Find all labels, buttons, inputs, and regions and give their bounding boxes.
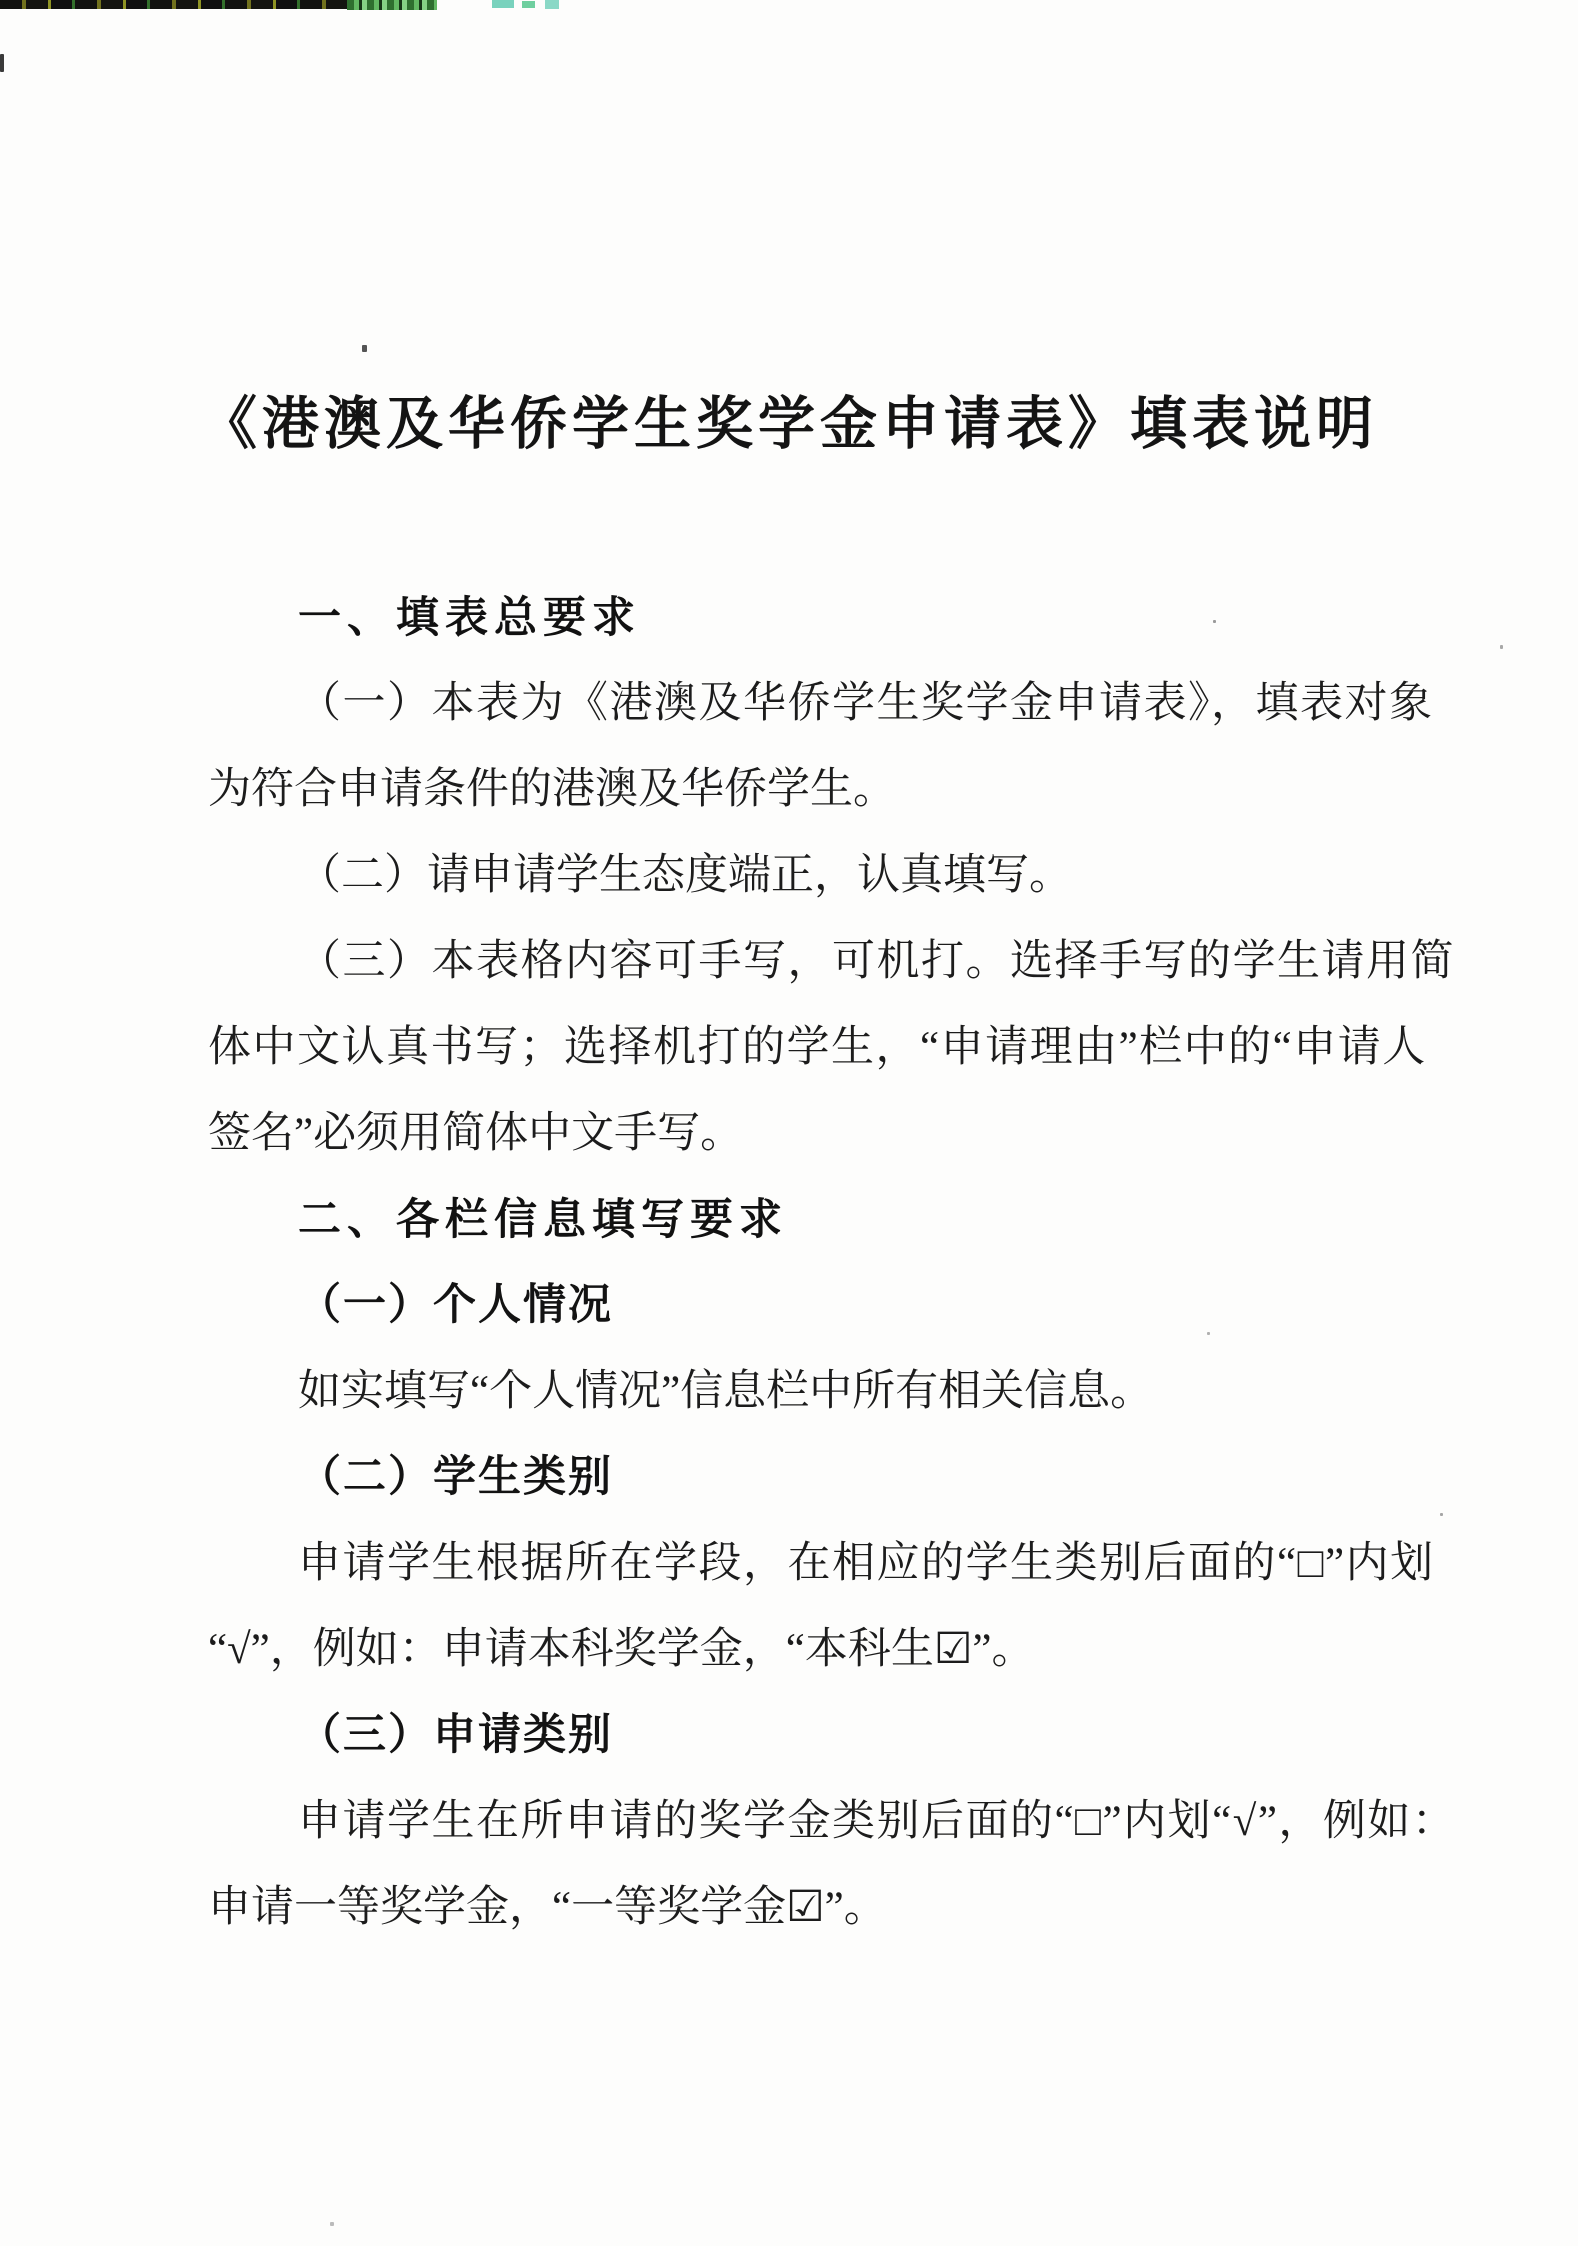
- scan-speck: [1500, 645, 1503, 649]
- paragraph-5-line-1: 申请学生根据所在学段，在相应的学生类别后面的“□”内划: [298, 1540, 1435, 1587]
- paragraph-3-line-3: 签名”必须用简体中文手写。: [208, 1110, 744, 1157]
- section-heading-2: 二、各栏信息填写要求: [298, 1196, 788, 1244]
- sub-heading-student-type: （二）学生类别: [298, 1454, 613, 1501]
- scan-noise-dash: [545, 0, 559, 9]
- page-title: 《港澳及华侨学生奖学金申请表》填表说明: [200, 393, 1378, 456]
- paragraph-6-line-1: 申请学生在所申请的奖学金类别后面的“□”内划“√”，例如：: [298, 1798, 1457, 1845]
- scan-noise-dash: [522, 1, 535, 8]
- scan-noise-band: [0, 0, 347, 9]
- paragraph-1-line-2: 为符合申请条件的港澳及华侨学生。: [208, 766, 896, 813]
- scan-noise-green-band: [347, 0, 437, 10]
- paragraph-4-line-1: 如实填写“个人情况”信息栏中所有相关信息。: [298, 1368, 1154, 1415]
- paragraph-5-line-2: “√”，例如：申请本科奖学金，“本科生☑”。: [208, 1626, 1035, 1673]
- scan-speck: [362, 345, 367, 352]
- scan-speck: [1440, 1513, 1443, 1516]
- scan-noise-dash: [492, 0, 514, 8]
- sub-heading-personal: （一）个人情况: [298, 1282, 613, 1329]
- paragraph-2-line-1: （二）请申请学生态度端正，认真填写。: [298, 852, 1072, 899]
- paragraph-3-line-2: 体中文认真书写；选择机打的学生，“申请理由”栏中的“申请人: [208, 1024, 1427, 1071]
- section-heading-1: 一、填表总要求: [298, 594, 641, 642]
- paragraph-3-line-1: （三）本表格内容可手写，可机打。选择手写的学生请用简: [298, 938, 1455, 985]
- scan-speck: [0, 54, 4, 72]
- sub-heading-apply-type: （三）申请类别: [298, 1712, 613, 1759]
- scan-speck: [330, 2222, 334, 2226]
- paragraph-1-line-1: （一）本表为《港澳及华侨学生奖学金申请表》，填表对象: [298, 680, 1434, 727]
- scan-speck: [1207, 1332, 1210, 1335]
- paragraph-6-line-2: 申请一等奖学金，“一等奖学金☑”。: [208, 1884, 887, 1931]
